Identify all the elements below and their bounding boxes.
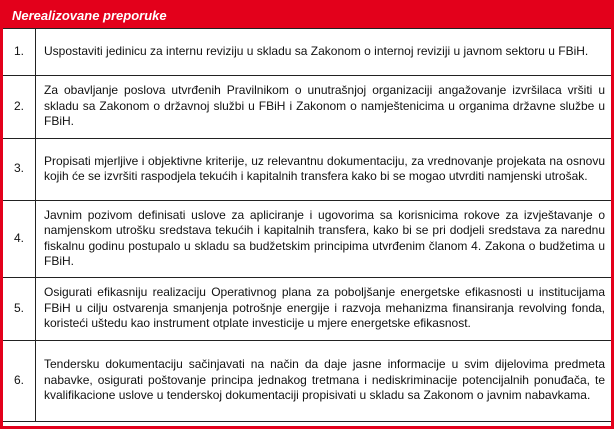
table-row [3,138,611,200]
table-row [3,340,611,421]
row-number: 1. [3,29,36,75]
recommendations-table [3,29,611,422]
row-number: 2. [3,75,36,138]
row-text: Osigurati efikasniju realizaciju Operativnog plana za poboljšanje energetske efikasnosti u institucijama FBiH u cilju ostvarenja smanjenja potrošnje energije i razvoja mehanizma finansiranja revolving fonda, koristeći uštedu kao instrument otplate investicije u mjere energetske efikasnost. [36,277,612,340]
panel-title: Nerealizovane preporuke [3,3,611,29]
row-number: 6. [3,340,36,421]
table-row [3,75,611,138]
table-row [3,200,611,277]
table-row [3,29,611,75]
row-text: Propisati mjerljive i objektivne kriterije, uz relevantnu dokumentaciju, za vrednovanje projekata na osnovu kojih će se izvršiti raspodjela tekućih i kapitalnih transfera kako bi se mogao utvrditi namjenski utrošak. [36,138,612,200]
table-row [3,277,611,340]
row-text: Tendersku dokumentaciju sačinjavati na način da daje jasne informacije u svim dijelovima predmeta nabavke, osigurati poštovanje principa jednakog tretmana i nediskriminacije potencijalnih ponuđača, te kvalifikacione uslove u tenderskoj dokumentaciji propisivati u skladu sa Zakonom o javnim nabavkama. [36,340,612,421]
row-text: Za obavljanje poslova utvrđenih Pravilnikom o unutrašnjoj organizaciji angažovanje izvršilaca vršiti u skladu sa Zakonom o državnoj službi u FBiH i Zakonom o namještenicima u organima državne službe u FBiH. [36,75,612,138]
row-number: 4. [3,200,36,277]
row-text: Uspostaviti jedinicu za internu reviziju u skladu sa Zakonom o internoj reviziji u javnom sektoru u FBiH. [36,29,612,75]
row-text: Javnim pozivom definisati uslove za apliciranje i ugovorima sa korisnicima rokove za izvještavanje o namjenskom utrošku sredstava tekućih i kapitalnih transfera, kako bi se pri dodjeli sredstava za narednu fiskalnu godinu postupalo u skladu sa budžetskim principima utvrđenim članom 4. Zakona o budžetima u FBiH. [36,200,612,277]
row-number: 5. [3,277,36,340]
row-number: 3. [3,138,36,200]
